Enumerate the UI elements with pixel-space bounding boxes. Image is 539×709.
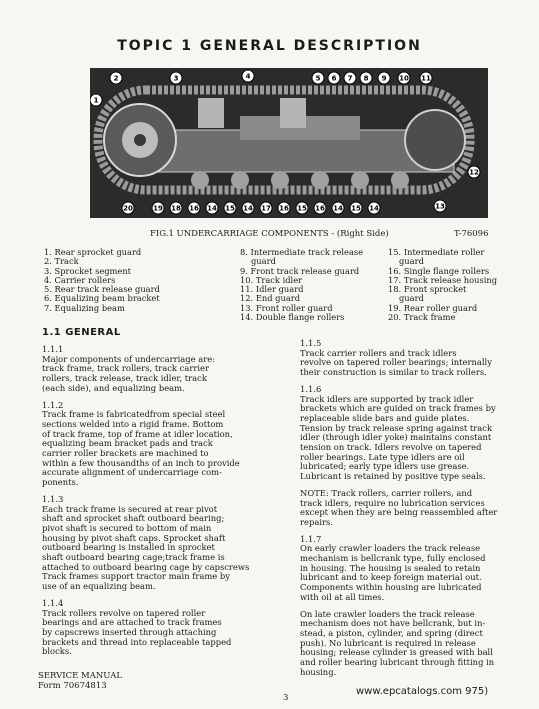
callout-14c: 14 [333, 204, 343, 213]
paragraph-number: 1.1.5 [300, 338, 322, 348]
legend-item: 2. Track [44, 256, 79, 267]
footer-form-number: Form 70674813 [38, 680, 107, 691]
paragraph-number: 1.1.4 [42, 597, 64, 608]
callout-19: 19 [153, 204, 163, 213]
callout-7: 7 [347, 74, 353, 83]
legend-item: 15. Intermediate roller [388, 247, 485, 257]
legend-item: 17. Track release housing [388, 274, 498, 285]
callout-14d: 14 [369, 204, 379, 213]
callout-15b: 15 [297, 204, 307, 213]
callout-8: 8 [363, 74, 369, 83]
legend-item: 5. Rear track release guard [44, 284, 160, 295]
callout-11: 11 [421, 74, 431, 83]
paragraph-text: Track frame is fabricatedfrom special steel sections welded into a rigid frame. Bottom of track frame, top of frame at idler location, equalizing beam bracket pads and track carrier roller brackets are machined to within a few thousandths of an inch to provide accurate alignment of undercarriage com- ponents. [42, 409, 240, 488]
callout-2: 2 [113, 74, 119, 83]
footer-manual [38, 672, 122, 691]
undercarriage-figure [90, 68, 488, 218]
paragraph-text: Track idlers are supported by track idler brackets which are guided on track frames by replaceable slide bars and guide plates. Tension by track release spring against track idler (through idler yoke) maintains constant tension on track. Idlers revolve on tapered roller bearings. Late type idlers are oil lubricated; early type idlers use grease. Lubricant is retained by positive type seals. [300, 393, 496, 482]
callout-16b: 16 [279, 204, 289, 213]
callout-14a: 14 [207, 204, 217, 213]
legend-item: 8. Intermediate track release [240, 247, 364, 257]
legend-item-continued: guard [251, 256, 276, 267]
callout-4: 4 [245, 72, 251, 81]
legend-item: 1. Rear sprocket guard [44, 247, 142, 257]
callout-9: 9 [381, 74, 387, 83]
section-heading: 1.1 GENERAL [42, 327, 121, 338]
legend-item: 13. Front roller guard [240, 302, 333, 313]
page-title: TOPIC 1 GENERAL DESCRIPTION [117, 38, 422, 54]
callout-18: 18 [171, 204, 181, 213]
legend-item: 10. Track idler [240, 274, 303, 285]
legend-item: 9. Front track release guard [240, 265, 360, 276]
legend-item: 7. Equalizing beam [44, 302, 125, 313]
legend-item: 19. Rear roller guard [388, 302, 478, 313]
paragraph-number: 1.1.6 [300, 383, 322, 394]
bottom-callouts [122, 202, 380, 214]
legend-item: 18. Front sprocket [388, 284, 467, 295]
paragraph-number: 1.1.7 [300, 533, 322, 544]
callout-12: 12 [469, 168, 479, 177]
legend-column-2 [240, 248, 363, 322]
callout-5: 5 [315, 74, 321, 83]
paragraph-number: 1.1.2 [42, 399, 64, 410]
paragraph-text: Track rollers revolve on tapered roller bearings and are attached to track frames by capscrews inserted through attaching brackets and thread into replaceable tapped blocks. [42, 607, 232, 657]
page-number: 3 [283, 693, 289, 703]
paragraph-text: NOTE: Track rollers, carrier rollers, and track idlers, require no lubrication services except when they are being reassembled after repairs. [300, 487, 498, 527]
paragraph-text: Track carrier rollers and track idlers revolve on tapered roller bearings; internally their construction is similar to track rollers. [300, 347, 492, 378]
callout-1: 1 [93, 96, 99, 105]
footer-manual-title: SERVICE MANUAL [38, 671, 122, 681]
legend-item: 6. Equalizing beam bracket [44, 293, 160, 304]
callout-10: 10 [399, 74, 409, 83]
legend-column-1 [44, 248, 160, 313]
paragraph-number: 1.1.3 [42, 493, 64, 504]
text-column-right [300, 339, 532, 685]
figure-reference: T-76096 [454, 229, 489, 239]
legend-item: 4. Carrier rollers [44, 274, 116, 285]
figure-caption: FIG.1 UNDERCARRIAGE COMPONENTS - (Right Side) [150, 229, 389, 239]
paragraph-text: On late crawler loaders the track release mechanism does not have bellcrank, but in- stead, a piston, cylinder, and spring (direct push). No lubricant is required in release housing; release cylinder is greased with ball and roller bearing lubricant through fitting in housing. [300, 608, 495, 677]
callout-16a: 16 [189, 204, 199, 213]
legend-item: 20. Track frame [388, 312, 456, 323]
callout-3: 3 [173, 74, 179, 83]
undercarriage-photo [90, 68, 488, 218]
callout-15c: 15 [351, 204, 361, 213]
legend-item-continued: guard [399, 256, 424, 267]
callout-16c: 16 [315, 204, 325, 213]
paragraph-text: Major components of undercarriage are: track frame, track rollers, track carrier rollers, track release, track idler, track (each side), and equalizing beam. [42, 353, 216, 393]
legend-item: 3. Sprocket segment [44, 265, 131, 276]
legend-item: 12. End guard [240, 293, 301, 304]
callout-13: 13 [435, 202, 445, 211]
legend-item: 16. Single flange rollers [388, 265, 490, 276]
legend-item-continued: guard [399, 293, 424, 304]
callout-17: 17 [261, 204, 271, 213]
paragraph-number: 1.1.1 [42, 344, 64, 354]
legend-column-3 [388, 248, 497, 322]
callout-20: 20 [123, 204, 133, 213]
callout-14b: 14 [243, 204, 253, 213]
callout-6: 6 [331, 74, 337, 83]
text-column-left [42, 345, 280, 664]
paragraph-text: Each track frame is secured at rear pivot shaft and sprocket shaft outboard bearing; pivot shaft is secured to bottom of main housing by pivot shaft caps. Sprocket shaft outboard bearing is installed in sprocket shaft outboard bearing cage;track frame is attached to outboard bearing cage by capscrews Track frames support tractor main frame by use of an equalizing beam. [42, 503, 250, 592]
legend-item: 11. Idler guard [240, 284, 304, 295]
footer-watermark: www.epcatalogs.com 975) [356, 686, 489, 697]
paragraph-text: On early crawler loaders the track release mechanism is bellcrank type, fully enclosed in housing. The housing is sealed to retain lubricant and to keep foreign material out. Components within housing are lubricated with oil at all times. [300, 543, 486, 602]
callout-15a: 15 [225, 204, 235, 213]
legend-item: 14. Double flange rollers [240, 312, 345, 323]
